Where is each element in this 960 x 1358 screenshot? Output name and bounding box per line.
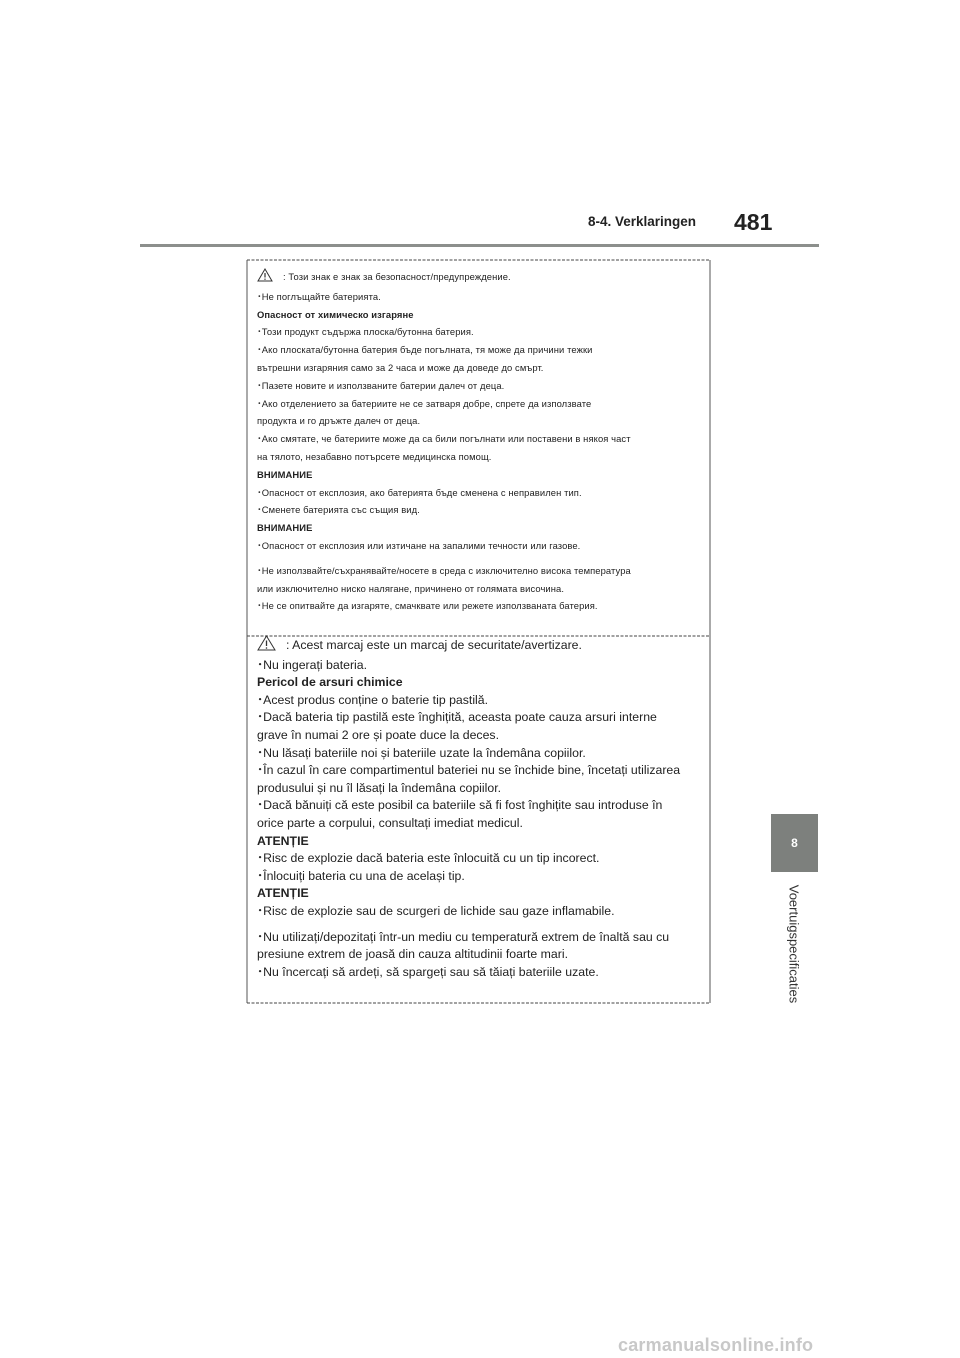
romanian-symbol-text: : Acest marcaj este un marcaj de securitate/avertizare.: [286, 638, 582, 652]
text-line: ･Сменете батерията със същия вид.: [257, 504, 420, 516]
text-line: продукта и го дръжте далеч от деца.: [257, 415, 421, 427]
text-line: вътрешни изгаряния само за 2 часа и може да доведе до смърт.: [257, 361, 544, 373]
text-line: ･Înlocuiți bateria cu una de același tip.: [257, 868, 465, 883]
text-line: ･Този продукт съдържа плоска/бутонна батерия.: [257, 326, 474, 338]
text-line: ･Risc de explozie dacă bateria este înlocuită cu un tip incorect.: [257, 851, 600, 866]
chapter-tab[interactable]: [771, 814, 818, 872]
text-line: ･Ако отделението за батериите не се затваря добре, спрете да използвате: [257, 397, 592, 409]
text-line: ･Не използвайте/съхранявайте/носете в среда с изключително висока температура: [257, 564, 631, 576]
page-number: 481: [734, 209, 773, 235]
spacer: [257, 921, 707, 929]
text-line: ･Ако плоската/бутонна батерия бъде погълната, тя може да причини тежки: [257, 344, 593, 356]
text-line: на тялото, незабавно потърсете медицинска помощ.: [257, 450, 492, 462]
text-line: ･Опасност от експлозия или изтичане на запалими течности или газове.: [257, 539, 581, 551]
text-line: ･Nu ingerați bateria.: [257, 657, 368, 672]
heading-line: ВНИМАНИЕ: [257, 522, 313, 534]
watermark: carmanualsonline.info: [618, 1335, 814, 1355]
text-line: ･Ако смятате, че батериите може да са били погълнати или поставени в някоя част: [257, 433, 631, 445]
text-line: ･Не се опитвайте да изгаряте, смачквате или режете използваната батерия.: [257, 600, 598, 612]
chapter-title: Voertuigspecificaties: [786, 884, 802, 1004]
bulgarian-lines: [257, 288, 707, 615]
text-line: grave în numai 2 ore și poate duce la deces.: [257, 727, 499, 742]
text-line: ･Acest produs conține o baterie tip pastilă.: [257, 692, 489, 707]
text-line: ･Dacă bănuiți că este posibil ca bateriile să fi fost înghițite sau introduse în: [257, 798, 663, 813]
text-line: orice parte a corpului, consultați imediat medicul.: [257, 815, 523, 830]
text-line: presiune extrem de joasă din cauza altitudinii foarte mari.: [257, 947, 569, 962]
text-line: ･Nu încercați să ardeți, să spargeți sau să tăiați bateriile uzate.: [257, 964, 599, 979]
text-line: produsului și nu îl lăsați la îndemâna copiilor.: [257, 780, 502, 795]
text-line: ･Опасност от експлозия, ако батерията бъде сменена с неправилен тип.: [257, 486, 582, 498]
bulgarian-symbol-text: : Този знак е знак за безопасност/предупреждение.: [283, 271, 511, 282]
heading-line: Pericol de arsuri chimice: [257, 675, 403, 690]
romanian-lines: [257, 657, 707, 982]
romanian-symbol-line: [257, 635, 707, 657]
header-rule: [140, 244, 819, 247]
bulgarian-warning-text: [257, 268, 707, 615]
heading-line: ВНИМАНИЕ: [257, 468, 313, 480]
text-line: ･Не поглъщайте батерията.: [257, 290, 381, 302]
warning-triangle-icon: [257, 635, 276, 657]
heading-line: Опасност от химическо изгаряне: [257, 308, 414, 320]
section-title: 8-4. Verklaringen: [588, 214, 697, 229]
warning-triangle-icon: [257, 268, 273, 288]
bulgarian-symbol-line: [257, 268, 707, 288]
spacer: [257, 555, 707, 562]
romanian-warning-text: [257, 635, 707, 981]
text-line: ･Пазете новите и използваните батерии далеч от деца.: [257, 379, 505, 391]
text-line: ･Dacă bateria tip pastilă este înghițită, aceasta poate cauza arsuri interne: [257, 710, 657, 725]
heading-line: ATENȚIE: [257, 833, 309, 848]
text-line: ･Nu lăsați bateriile noi și bateriile uzate la îndemâna copiilor.: [257, 745, 586, 760]
text-line: или изключително ниско налягане, причинено от голямата височина.: [257, 582, 565, 594]
text-line: ･În cazul în care compartimentul bateriei nu se închide bine, încetați utilizarea: [257, 763, 681, 778]
heading-line: ATENȚIE: [257, 886, 309, 901]
text-line: ･Risc de explozie sau de scurgeri de lichide sau gaze inflamabile.: [257, 903, 615, 918]
chapter-number: 8: [791, 836, 798, 850]
text-line: ･Nu utilizați/depozitați într-un mediu cu temperatură extrem de înaltă sau cu: [257, 929, 670, 944]
